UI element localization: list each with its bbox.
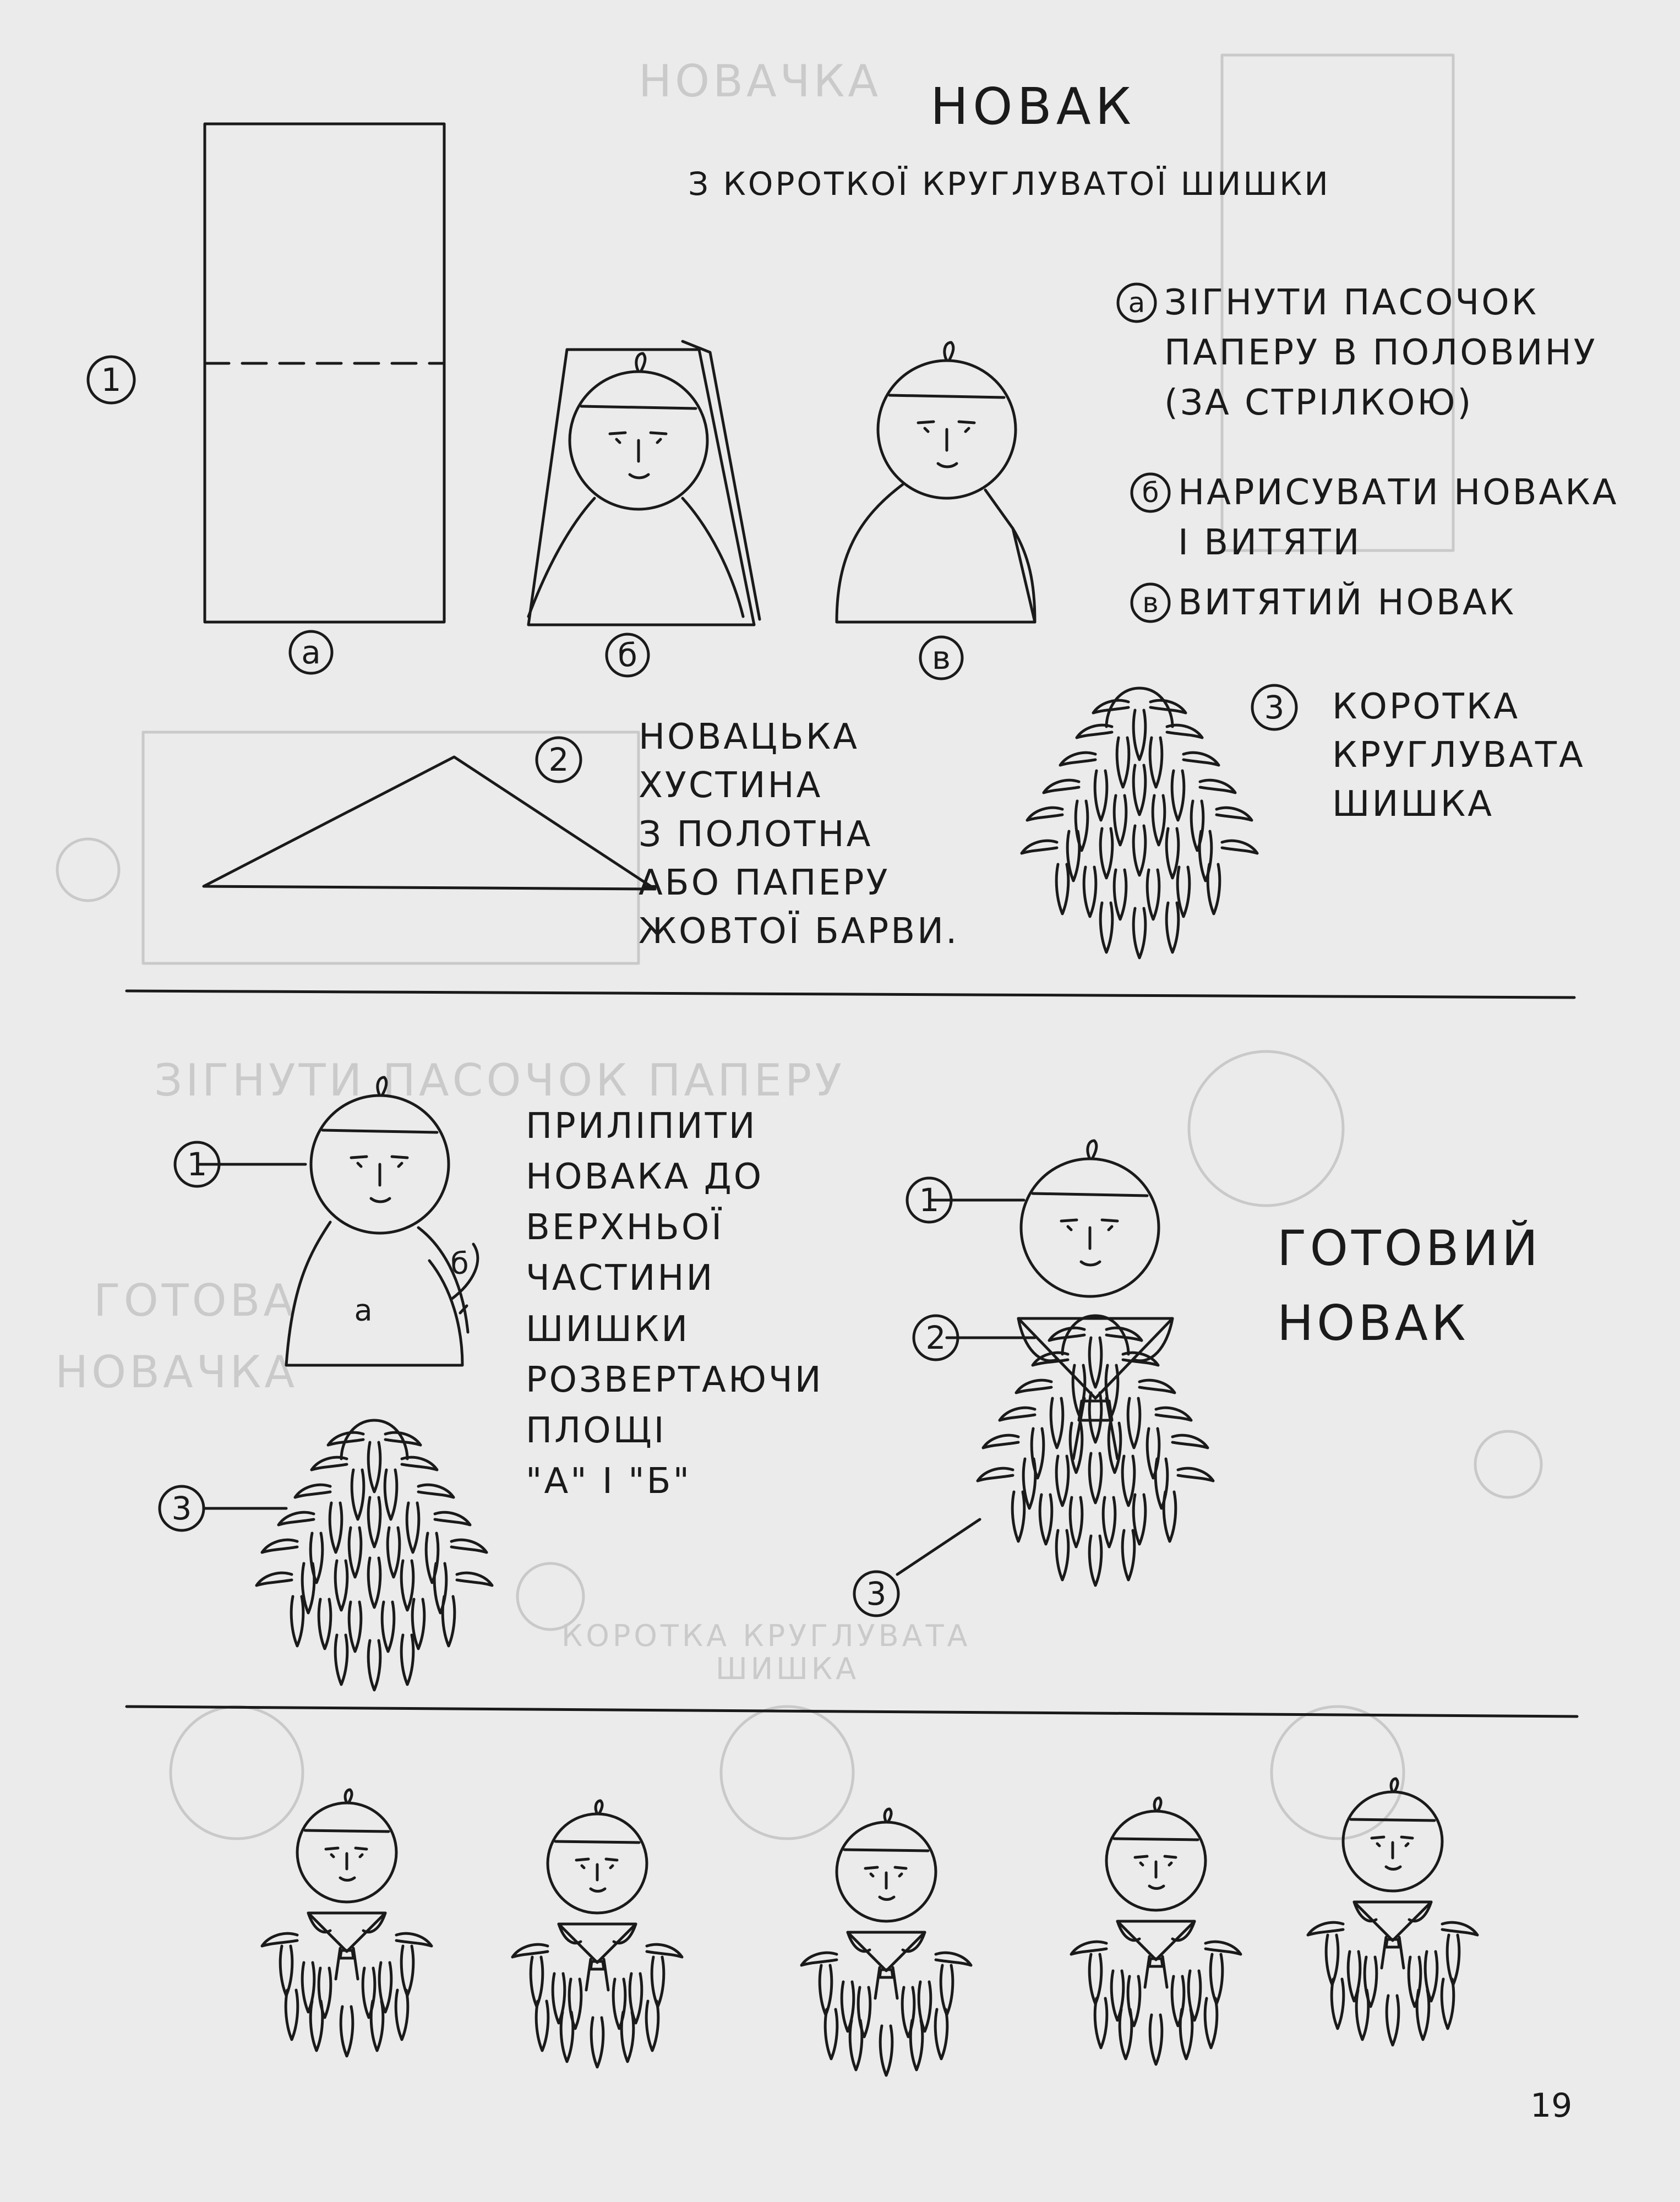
mini-novak-1 <box>262 1790 432 2056</box>
instruction-marker-b: б <box>1142 477 1159 509</box>
assembly-callout-1: 1 <box>187 1146 208 1183</box>
page-number: 19 <box>1530 2086 1573 2125</box>
step3-text: КОРОТКА КРУГЛУВАТА ШИШКА <box>1332 686 1585 825</box>
finished-callout-2: 2 <box>925 1319 946 1356</box>
assembly-text: ПРИЛІПИТИ НОВАКА ДО ВЕРХНЬОЇ ЧАСТИНИ ШИШКИ РОЗВЕРТАЮЧИ ПЛОЩІ "А" І "Б" <box>526 1106 823 1502</box>
instruction-marker-a: а <box>1128 287 1146 319</box>
cone-drawing <box>1022 688 1257 958</box>
step1-illustrations <box>88 124 1169 679</box>
area-label-b: б <box>450 1246 469 1281</box>
step2-text: НОВАЦЬКА ХУСТИНА З ПОЛОТНА АБО ПАПЕРУ ЖОВТОЇ БАРВИ. <box>639 717 959 952</box>
finished-text: ГОТОВИЙ НОВАК <box>1277 1220 1541 1352</box>
finished-callout-1: 1 <box>919 1181 940 1219</box>
finished-callout-3: 3 <box>866 1575 887 1612</box>
ghost-text-ready: ГОТОВА <box>94 1275 297 1326</box>
mini-novak-3 <box>801 1809 971 2075</box>
mini-novak-4 <box>1071 1798 1241 2064</box>
step3-illustrations <box>1022 685 1296 958</box>
step2-illustrations <box>204 738 655 889</box>
instruction-c-text: ВИТЯТИЙ НОВАК <box>1178 582 1517 623</box>
mini-novak-5 <box>1308 1779 1477 2045</box>
divider-top <box>127 991 1574 998</box>
instruction-a-text: ЗІГНУТИ ПАСОЧОК ПАПЕРУ В ПОЛОВИНУ (ЗА СТРІЛКОЮ) <box>1164 282 1597 423</box>
sub-label-a: а <box>301 634 321 671</box>
assembly-callout-3: 3 <box>171 1490 192 1527</box>
sub-label-c: в <box>931 639 951 677</box>
step3-number: 3 <box>1264 689 1285 726</box>
folded-paper-drawing <box>528 341 760 625</box>
step1-number: 1 <box>101 361 122 399</box>
paper-strip <box>205 124 444 622</box>
sub-label-b: б <box>618 636 637 674</box>
area-label-a: а <box>354 1293 373 1328</box>
step2-number: 2 <box>548 741 569 778</box>
page-title: НОВАК <box>930 77 1136 136</box>
mini-novak-2 <box>512 1801 682 2067</box>
ghost-text-cone: КОРОТКА КРУГЛУВАТА <box>561 1618 971 1653</box>
ghost-text-fold: ЗІГНУТИ ПАСОЧОК ПАПЕРУ <box>154 1055 846 1106</box>
finished-illustrations <box>854 1141 1213 1616</box>
scarf-triangle <box>204 757 655 889</box>
ghost-text-cone-2: ШИШКА <box>716 1652 860 1686</box>
ghost-text-novachka: НОВАЧКА <box>55 1347 298 1398</box>
instruction-marker-c: в <box>1142 587 1159 619</box>
ghost-title: НОВАЧКА <box>639 56 882 107</box>
instruction-b-text: НАРИСУВАТИ НОВАКА І ВИТЯТИ <box>1178 472 1619 563</box>
page-subtitle: З КОРОТКОЇ КРУГЛУВАТОЇ ШИШКИ <box>688 165 1330 203</box>
cut-out-novak <box>837 342 1035 622</box>
